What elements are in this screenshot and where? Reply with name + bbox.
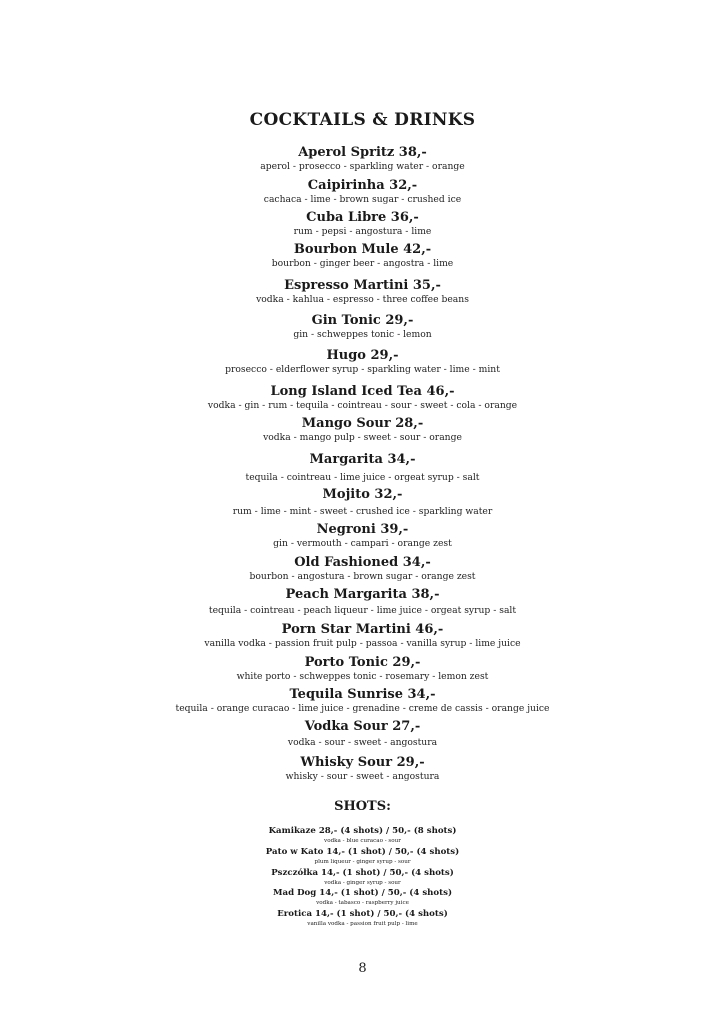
cocktail-item xyxy=(0,621,725,650)
cocktail-ingredients: gin - vermouth - campari - orange zest xyxy=(273,538,452,549)
cocktail-name: Caipirinha 32,- xyxy=(307,178,418,193)
cocktail-item xyxy=(0,754,725,783)
cocktail-name: Porn Star Martini 46,- xyxy=(281,622,444,637)
cocktail-name: Bourbon Mule 42,- xyxy=(293,242,432,257)
cocktail-ingredients: vodka - kahlua - espresso - three coffee beans xyxy=(256,294,469,305)
shot-ingredients: vodka - blue curacao - sour xyxy=(324,838,401,844)
cocktail-name: Mojito 32,- xyxy=(322,487,403,502)
shots-list xyxy=(0,826,725,930)
cocktail-name: Aperol Spritz 38,- xyxy=(298,145,427,160)
cocktail-item xyxy=(0,718,725,749)
cocktail-item xyxy=(0,383,725,412)
cocktail-ingredients: bourbon - ginger beer - angostra - lime xyxy=(271,258,454,269)
cocktail-name: Tequila Sunrise 34,- xyxy=(289,687,436,702)
cocktail-item xyxy=(0,209,725,238)
cocktail-name: Cuba Libre 36,- xyxy=(306,210,419,225)
shot-name: Pato w Kato 14,- (1 shot) / 50,- (4 shots) xyxy=(265,846,460,857)
cocktail-item xyxy=(0,586,725,617)
cocktail-ingredients: gin - schweppes tonic - lemon xyxy=(293,329,432,340)
shot-ingredients: plum liqueur - ginger syrup - sour xyxy=(314,858,411,865)
shot-name: Erotica 14,- (1 shot) / 50,- (4 shots) xyxy=(277,909,448,920)
cocktail-item xyxy=(0,144,725,173)
shot-name: Kamikaze 28,- (4 shots) / 50,- (8 shots) xyxy=(268,826,457,836)
shot-ingredients: vanilla vodka - passion fruit pulp - lime xyxy=(307,921,418,928)
cocktail-item xyxy=(0,451,725,484)
cocktail-ingredients: aperol - prosecco - sparkling water - orange xyxy=(260,161,465,172)
cocktail-name: Mango Sour 28,- xyxy=(301,416,424,431)
shot-item xyxy=(0,888,725,909)
cocktail-item xyxy=(0,486,725,518)
cocktail-name: Negroni 39,- xyxy=(316,522,409,537)
cocktail-ingredients: prosecco - elderflower syrup - sparkling water - lime - mint xyxy=(225,364,500,375)
cocktail-ingredients: vodka - gin - rum - tequila - cointreau - sour - sweet - cola - orange xyxy=(207,400,518,411)
shots-title: SHOTS: xyxy=(334,799,391,814)
cocktail-name: Espresso Martini 35,- xyxy=(284,278,441,293)
cocktail-ingredients: bourbon - angostura - brown sugar - orange zest xyxy=(249,571,476,582)
shot-name: Pszczółka 14,- (1 shot) / 50,- (4 shots) xyxy=(271,867,454,878)
cocktail-ingredients: white porto - schweppes tonic - rosemary - lemon zest xyxy=(236,671,489,682)
cocktail-item xyxy=(0,347,725,376)
cocktail-ingredients: rum - lime - mint - sweet - crushed ice - sparkling water xyxy=(232,506,493,517)
shot-name: Mad Dog 14,- (1 shot) / 50,- (4 shots) xyxy=(272,888,453,899)
cocktail-item xyxy=(0,686,725,715)
page-number: 8 xyxy=(358,961,367,976)
cocktail-name: Margarita 34,- xyxy=(309,452,416,467)
cocktail-item xyxy=(0,521,725,550)
cocktail-ingredients: tequila - orange curacao - lime juice - grenadine - creme de cassis - orange juice xyxy=(175,703,550,714)
cocktail-ingredients: rum - pepsi - angostura - lime xyxy=(293,226,432,237)
shot-item xyxy=(0,868,725,889)
shot-item xyxy=(0,847,725,868)
cocktail-name: Porto Tonic 29,- xyxy=(304,655,421,670)
cocktail-name: Peach Margarita 38,- xyxy=(285,587,440,602)
cocktail-item xyxy=(0,312,725,341)
cocktail-name: Vodka Sour 27,- xyxy=(304,719,421,734)
cocktail-name: Gin Tonic 29,- xyxy=(311,313,414,328)
cocktail-item xyxy=(0,277,725,306)
cocktail-name: Hugo 29,- xyxy=(326,348,399,363)
cocktail-ingredients: vodka - sour - sweet - angostura xyxy=(287,737,438,748)
cocktail-item xyxy=(0,554,725,583)
cocktail-ingredients: vodka - mango pulp - sweet - sour - orange xyxy=(263,432,462,443)
shot-item xyxy=(0,909,725,930)
cocktail-ingredients: vanilla vodka - passion fruit pulp - passoa - vanilla syrup - lime juice xyxy=(204,638,521,649)
shot-ingredients: vodka - tabasco - raspberry juice xyxy=(316,900,409,907)
cocktail-item xyxy=(0,415,725,444)
cocktail-name: Old Fashioned 34,- xyxy=(294,555,431,570)
cocktail-item xyxy=(0,241,725,270)
cocktail-ingredients: cachaca - lime - brown sugar - crushed ice xyxy=(263,194,462,205)
cocktail-item xyxy=(0,654,725,683)
cocktail-name: Long Island Iced Tea 46,- xyxy=(270,384,455,399)
shot-item xyxy=(0,826,725,847)
cocktail-ingredients: whisky - sour - sweet - angostura xyxy=(285,771,440,782)
shot-ingredients: vodka - ginger syrup - sour xyxy=(324,879,401,886)
cocktail-ingredients: tequila - cointreau - lime juice - orgeat syrup - salt xyxy=(245,472,480,483)
cocktail-ingredients: tequila - cointreau - peach liqueur - lime juice - orgeat syrup - salt xyxy=(208,605,517,616)
cocktail-item xyxy=(0,177,725,206)
cocktail-name: Whisky Sour 29,- xyxy=(300,755,425,770)
page-title: COCKTAILS & DRINKS xyxy=(249,110,476,130)
